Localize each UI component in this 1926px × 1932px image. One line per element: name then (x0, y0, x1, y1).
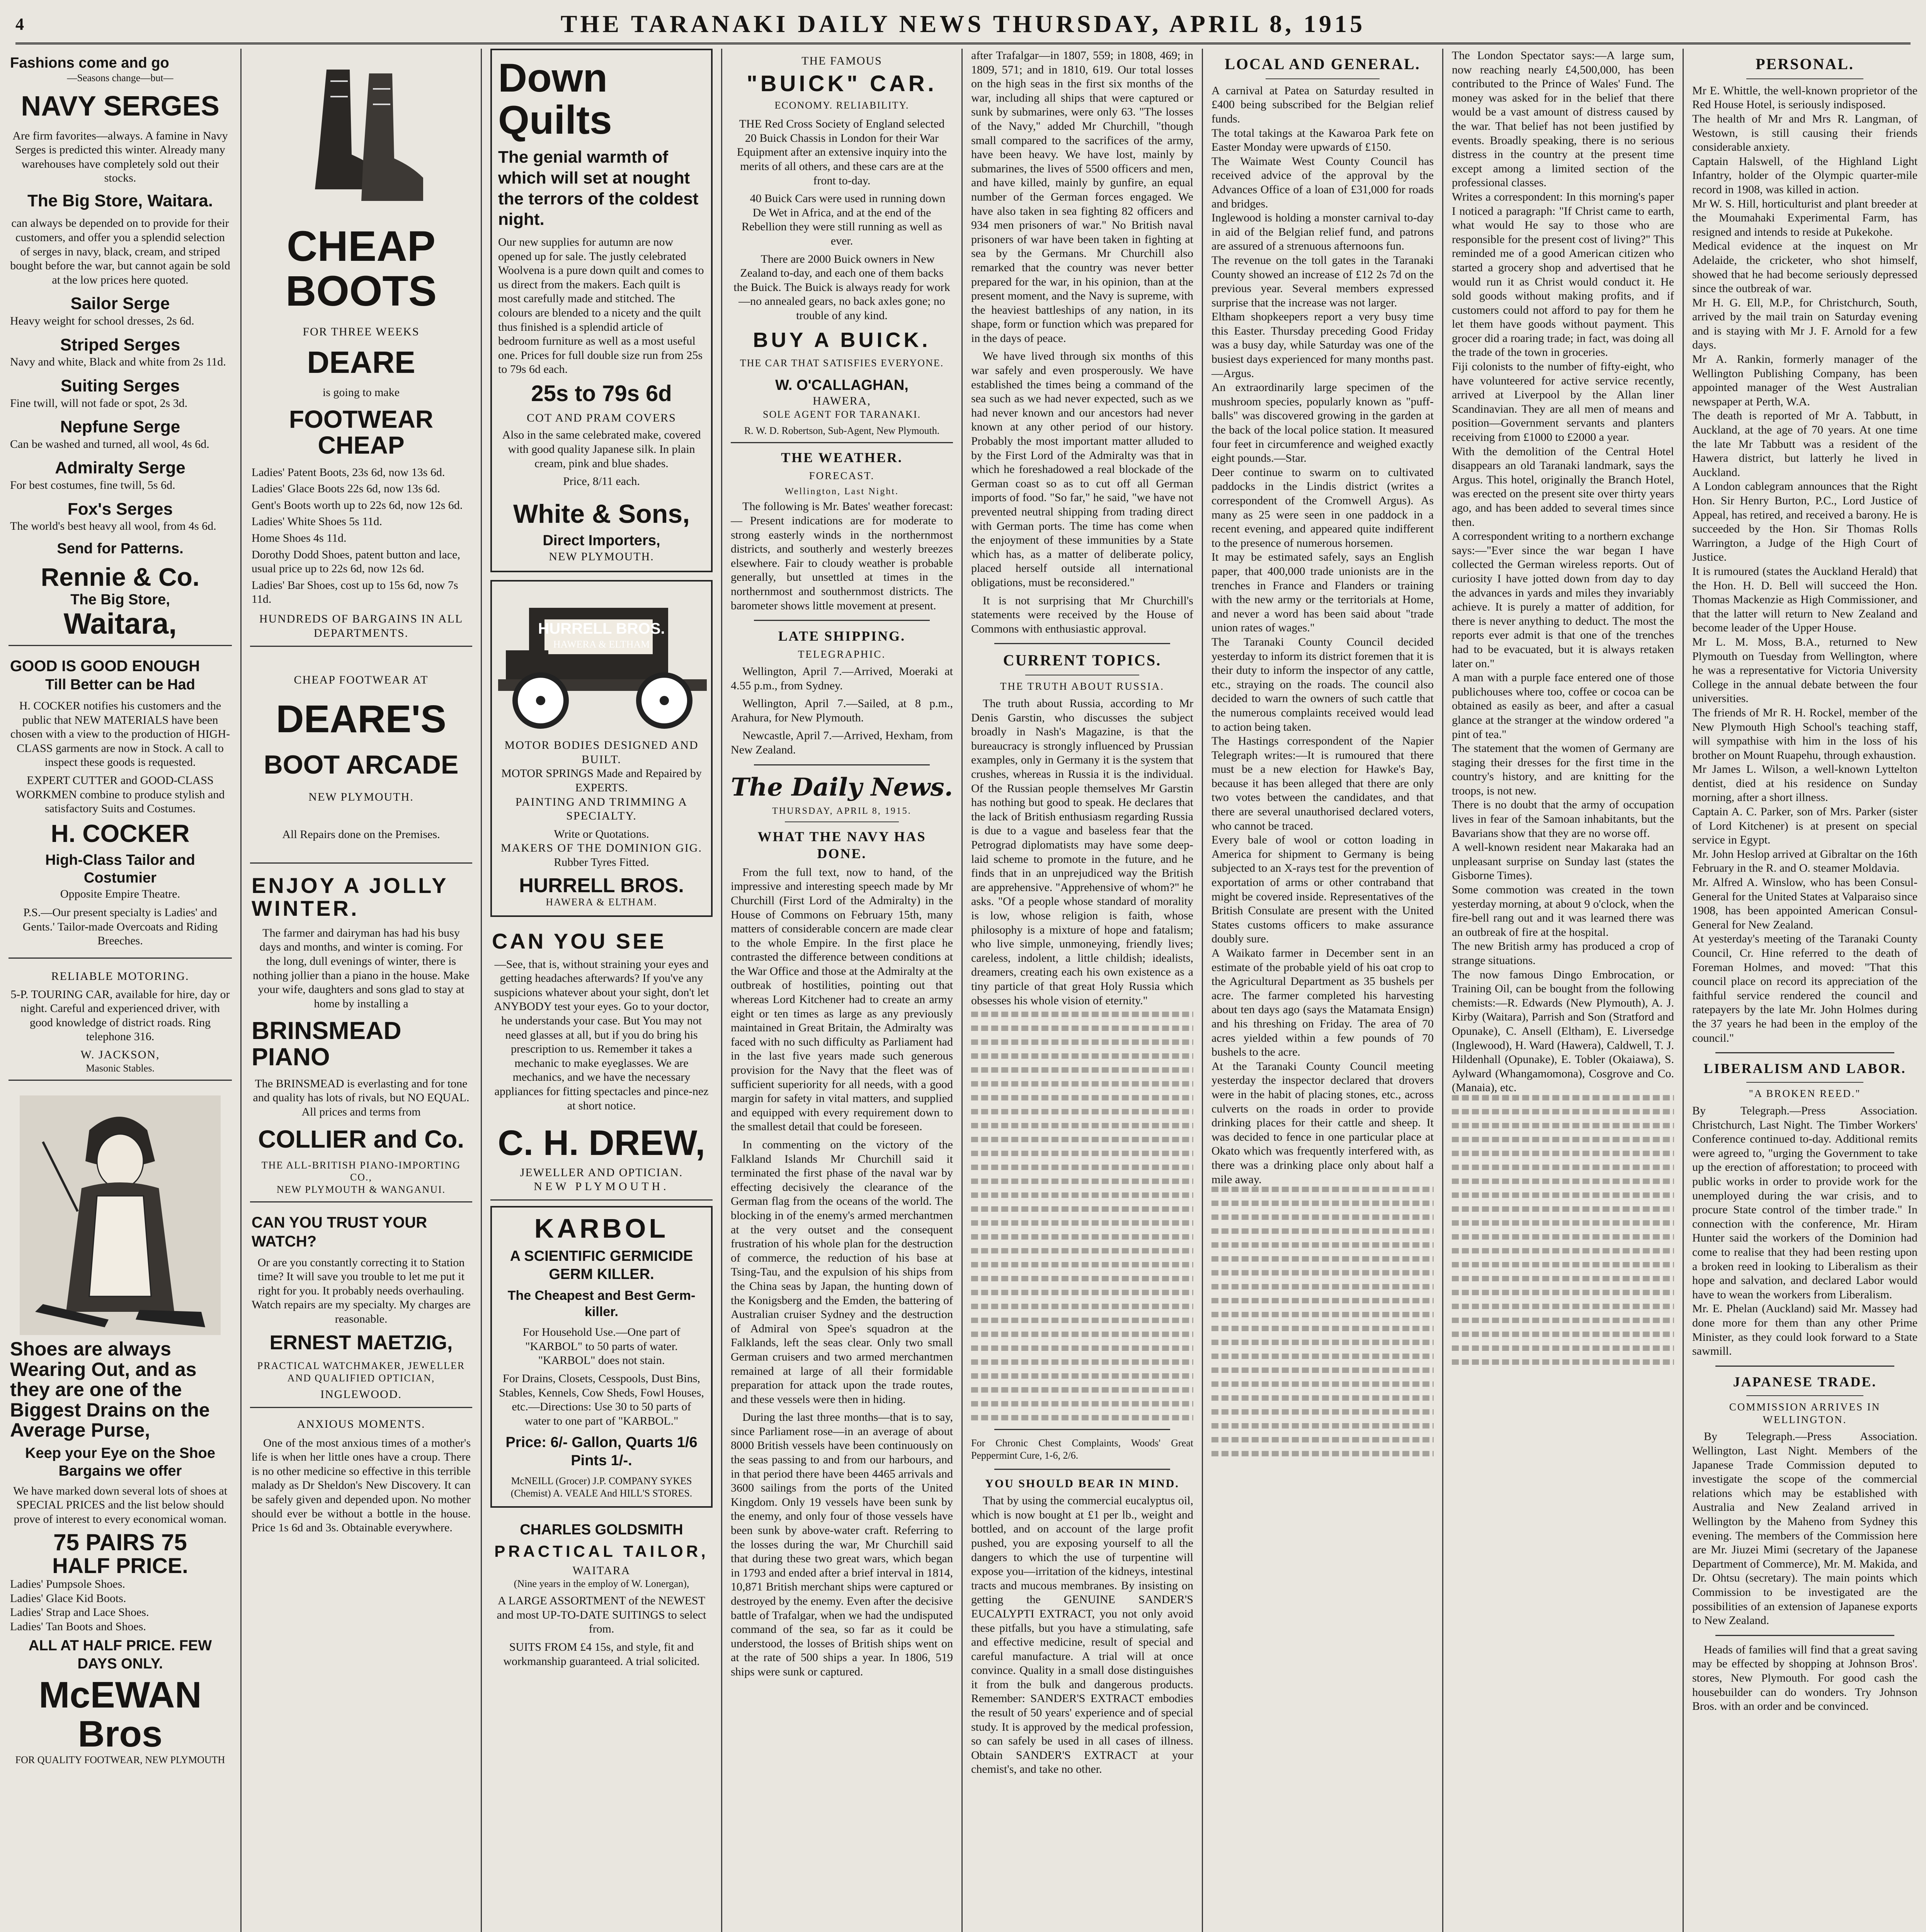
article-subheading: FORECAST. (809, 470, 875, 482)
cocker-address: Opposite Empire Theatre. (60, 887, 180, 900)
newspaper-title: THE TARANAKI DAILY NEWS THURSDAY, APRIL 8, 1915 (560, 10, 1366, 37)
ad-tagline: is going to make (322, 386, 400, 399)
ad-line: MAKERS OF THE DOMINION GIG. (501, 842, 702, 855)
dateline: Wellington, Last Night. (784, 486, 899, 497)
buick-ad (731, 49, 953, 443)
ad-footer: All Repairs done on the Premises. (282, 828, 440, 841)
article-subheading: THE TRUTH ABOUT RUSSIA. (1000, 680, 1165, 692)
ad-heading: CHEAP BOOTS (285, 223, 437, 315)
ad-heading: RELIABLE MOTORING. (51, 970, 189, 983)
maetzig-loc: INGLEWOOD. (320, 1388, 402, 1401)
sanders-ad (971, 1477, 1193, 1777)
column-5 (963, 49, 1202, 1932)
ad-line: PAINTING AND TRIMMING A SPECIALTY. (515, 795, 688, 823)
cocker-sub: High-Class Tailor and Costumier (45, 852, 195, 886)
ad-tagline: THE CAR THAT SATISFIES EVERYONE. (740, 357, 944, 369)
ad-tagline: Till Better can be Had (45, 676, 195, 693)
ad-heading: FOOTWEAR CHEAP (289, 405, 434, 459)
ad-heading: "BUICK" CAR. (747, 71, 937, 96)
goldsmith-name: CHARLES GOLDSMITH (520, 1522, 683, 1538)
list-item: Ladies' White Shoes 5s 11d. (252, 515, 382, 528)
liberalism-article (1692, 1060, 1917, 1359)
article-heading: JAPANESE TRADE. (1733, 1374, 1877, 1389)
article-heading: WHAT THE NAVY HAS DONE. (757, 828, 926, 861)
serge-item: Sailor Serge Heavy weight for school dresses, 2s 6d. (10, 294, 194, 328)
deare-cheap-boots-ad (250, 49, 472, 647)
article-heading: LIBERALISM AND LABOR. (1703, 1061, 1906, 1077)
maetzig-watch-ad (250, 1208, 472, 1408)
list-item: Ladies' Bar Shoes, cost up to 15s 6d, now 7s 11d. (252, 578, 458, 606)
collier-loc: NEW PLYMOUTH & WANGANUI. (276, 1184, 446, 1196)
jackson-sub: Masonic Stables. (86, 1062, 155, 1074)
article-body: During the last three months—that is to say, since Parliament rose—in an average of about 8000 British vessels have been continuously on the seas passing to and from our harbours, and in that period there have been 4465 arrivals and 3600 sailings from the ports of the United Kingdom. Only 19 vessels have been sunk by the enemy, and only four of those vessels have been sunk by above-water craft. Referring to the losses during the war, Mr Churchill said that during these two great wars, which began in 1793 and ended after a brief interval in 1814, 10,871 British merchant ships were captured or destroyed by the enemy. Even after the decisive battle of Trafalgar, when we had the undisputed command of the sea, so far as it could be understood, the losses of British ships went on at the rate of 500 ships a year. In 1806, 519 ships were sunk or captured. (731, 1411, 953, 1678)
ad-line: MOTOR BODIES DESIGNED AND BUILT. (504, 739, 699, 766)
list-item: Gent's Boots worth up to 22s 6d, now 12s 6d. (252, 498, 463, 512)
ad-location: NEW PLYMOUTH. (308, 791, 414, 804)
ad-body: Are firm favorites—always. A famine in Navy Serges is predicted this winter. Already many warehouses have completely sold out their stocks. (12, 129, 228, 185)
ad-body: One of the most anxious times of a mother's life is when her little ones have a croup. There is no other medicine so effective in this terrible malady as Dr Sheldon's New Discovery. It can be safely given and depended upon. No mother should ever be without a bottle in the house. Price 1s 6d and 3s. Obtainable everywhere. (252, 1436, 471, 1534)
ad-tagline: FOR THREE WEEKS (303, 325, 420, 338)
ad-body: SUITS FROM £4 15s, and style, fit and workmanship guaranteed. A trial solicited. (503, 1640, 700, 1668)
ad-footer: HUNDREDS OF BARGAINS IN ALL DEPARTMENTS. (259, 612, 463, 639)
section-heading: LOCAL AND GENERAL. (1225, 55, 1421, 73)
article-body: In commenting on the victory of the Falkland Islands Mr Churchill said it terminated the first phase of the naval war by effecting decisively the clearance of the German flag from the oceans of the world. The blocking in of the enemy's armed merchantmen at the very outset and the consequent frustration of his whole plan for the destruction of commerce, the reduction of his base at Tsing-Tau, and the expulsion of his ships from the China seas by Japan, the hunting down of the Konigsberg and the Emden, the battering of Australian cruiser Sydney and the destruction of Admiral von Spee's squadron at the Falklands, left the seas clear. Only two small German cruisers and two armed merchantmen remained at large of all their formidable preparation for attack upon the trade routes, and these vessels were then in hiding. (731, 1138, 953, 1406)
ad-body: Or are you constantly correcting it to Station time? It will save you trouble to let me put it right for you. It probably needs overhauling. Watch repairs are my specialty. My charges are reasonable. (252, 1256, 471, 1325)
list-item: Ladies' Patent Boots, 23s 6d, now 13s 6d. (252, 466, 445, 479)
column-3 (482, 49, 721, 1932)
cot-price: Price, 8/11 each. (563, 475, 640, 488)
article-body: Wellington, April 7.—Arrived, Moeraki at 4.55 p.m., from Sydney. (731, 665, 953, 692)
ad-line: Rubber Tyres Fitted. (554, 855, 649, 869)
list-item: Ladies' Glace Boots 22s 6d, now 13s 6d. (252, 482, 440, 495)
patterns-note: Send for Patterns. (57, 541, 184, 557)
ad-heading: ENJOY A JOLLY WINTER. (252, 873, 448, 921)
news-paragraphs: The London Spectator says:—A large sum, now reaching nearly £4,500,000, has been contributed to the Prince of Wales' Fund. The money was asked for in the belief that there would be a vast amount of distress caused by the war. That belief has not been justified by events. Broadly speaking, there is no serious distress in the country at the present time except among a limited section of the professional classes. Writes a correspondent: In this morning's paper I noticed a paragraph: "If Christ came to earth, what would He say to those who are responsible for the present cost of living?" This reminded me of a good American citizen who started a grocery shop and advertised that he would run it as Christ would conduct it. He sold goods without making profits, and if customers could not afford to pay for them he let them have goods without payment. This grocer did a roaring trade; in fact, was doing all the trade of the town in groceries. Fiji colonists to the number of fifty-eight, who have volunteered for active service recently, arrived at Liverpool by the Allan liner Scandinavian. They are all men of means and position—Government servants and planters receiving from £1000 to £2000 a year. With the demolition of the Central Hotel disappears an old Taranaki landmark, says the Argus. This hotel, originally the Branch Hotel, was erected on the present site over thirty years ago, and has been added to several times since then. A correspondent writing to a northern exchange says:—"Ever since the war began I have collected the German wireless reports. Out of curiosity I have jotted down from day to day the advances in yards and miles they invariably achieve. It is purely a matter of addition, for there is never anything to deduct. The most the reports ever admit is that one of the trenches had to be evacuated, but it is always retaken later on." A man with a purple face entered one of those publichouses where too, coffee or cocoa can be obtained as easily as beer, and after a casual glance at the stranger at the window ordered "a pint of tea." The statement that the women of Germany are staging their dresses for the first time in the country's history, and are knitting for the troops, is not new. There is no doubt that the army of occupation lives in fear of the Samoan inhabitants, but the Bavarians show that they are no worse off. A well-known resident near Makaraka had an unpleasant surprise on Sunday last (states the Gisborne Times). Some commotion was created in the town yesterday morning, at about 9 o'clock, when the fire-bell rang out and it was learned there was an outbreak of fire at the hospital. The new British army has produced a crop of strange situations. The now famous Dingo Embrocation, or Training Oil, can be bought from the following chemists:—R. Edwards (New Plymouth), A. J. Kirby (Waitara), Parrish and Son (Stratford and Opunake), C. Ansell (Eltham), E. Liversedge (Inglewood), H. Ward (Hawera), Caldwell, T. J. Hildenhall (Opunake), E. Tobler (Okaiawa), S. Aylward (Whangamomona), Cosgrove and Co. (Manaia), etc. (1452, 49, 1674, 1094)
karbol-price: Price: 6/- Gallon, Quarts 1/6 Pints 1/-. (505, 1434, 698, 1469)
shoe-list (10, 1577, 230, 1634)
article-body: It is not surprising that Mr Churchill's statements were received by the House of Commons with enthusiastic approval. (971, 594, 1193, 635)
rennie-name: Rennie & Co. (41, 563, 200, 592)
article-body: The truth about Russia, according to Mr Denis Garstin, who discusses the subject broadly in Nash's Magazine, is that the bureaucracy is strongly influenced by Prussian examples, only in Germany it is the system that crushes, whereas in Russia it is the individual. Of the Russian people themselves Mr Garstin has nothing but good to speak. He declares that the lack of British enthusiasm regarding Russia is due to a vague and baseless fear that the Petrograd diplomatists may have some deep-laid scheme to promote in the future, and he finds that in an unprejudiced way the British are apprehensive. "Apprehensive of whom?" he asks. "Of a people whose standard of morality is low, whose religion is faith, whose philosophy is a mixture of hope and fatalism; who live simple, unmoneying, friendly lives; careless, indolent, a little childish; idealists, dreamers, creating each his own existence as a tiny particle of that great Holy Russia which obsesses his whole vision of eternity." (971, 697, 1193, 1007)
collier-name: COLLIER and Co. (258, 1125, 464, 1153)
navy-editorial (731, 828, 953, 1679)
mcewan-sub: FOR QUALITY FOOTWEAR, NEW PLYMOUTH (15, 1754, 225, 1765)
section-heading: PERSONAL. (1756, 55, 1854, 73)
article-body: The following is Mr. Bates' weather forecast:— Present indications are for moderate to strong easterly winds in the northernmost districts, and southerly and westerly breezes elsewhere. Fair to cloudy weather is probable generally, but unsettled at times in the northernmost and southernmost districts. The barometer shows little movement at present. (731, 500, 953, 612)
ad-subheading: COT AND PRAM COVERS (527, 411, 676, 424)
motor-car-illustration-icon (498, 592, 707, 731)
white-sons-loc: NEW PLYMOUTH. (549, 550, 654, 563)
shipping-article (731, 628, 953, 757)
column-7 (1443, 49, 1683, 1932)
price-range: 25s to 79s 6d (531, 381, 672, 406)
collier-sub: THE ALL-BRITISH PIANO-IMPORTING CO., (261, 1159, 461, 1183)
mcewan-ad (9, 1086, 232, 1771)
store-name: The Big Store, Waitara. (27, 191, 213, 211)
article-body: From the full text, now to hand, of the impressive and interesting speech made by Mr Churchill (First Lord of the Admiralty) in the House of Commons on February 15th, many matters of considerable concern are made clear to the whole Empire. In the first place he contrasted the difference between conditions at the War Office and those at the Admiralty at the outbreak of hostilities, pointing out that whereas Lord Kitchener had to create an army eight or ten times as large as any previously maintained in Great Britain, the Admiralty was faced with no such difficulty as Parliament had in the last five years made such generous provision for the Navy that the fleet was of sufficient superiority for all needs, with a good margin for safety in vital matters, and supplied and equipped with every requirement down to the smallest detail that could be foreseen. (731, 866, 953, 1133)
ad-line: MOTOR SPRINGS Made and Repaired by EXPERTS. (501, 767, 702, 794)
deares-name: DEARE'S (276, 697, 446, 741)
ad-body: For Household Use.—One part of "KARBOL" to 50 parts of water. "KARBOL" does not stain. (522, 1326, 681, 1367)
brinsmead-piano-ad (250, 869, 472, 1202)
column-8 (1684, 49, 1926, 1932)
jackson-name: W. JACKSON, (80, 1048, 160, 1061)
column-2 (242, 49, 481, 1932)
serge-item: Nepfune Serge Can be washed and turned, all wool, 4s 6d. (10, 417, 209, 451)
editorial-date: THURSDAY, APRIL 8, 1915. (772, 806, 912, 816)
editorial-masthead: The Daily News. (731, 772, 953, 802)
karbol-ad (490, 1206, 713, 1508)
ad-body: A LARGE ASSORTMENT of the NEWEST and most UP-TO-DATE SUITINGS to select from. (497, 1594, 706, 1636)
serge-item: Fox's Serges The world's best heavy all wool, from 4s 6d. (10, 499, 216, 533)
masthead (15, 5, 1911, 44)
article-body: after Trafalgar—in 1807, 559; in 1808, 469; in 1809, 571; and in 1810, 619. Our total losses on the high seas in the first six months of the war, including all ships that were captured or sunk by submarines, were only 63. "The losses of the Navy," added Mr Churchill, "though small compared to the sacrifices of the army, have been heavy. We have lost, mainly by submarines, the lives of 5500 officers and men, and have killed, mainly by gunfire, an equal number of the German forces engaged. We have also taken in sea fighting 82 officers and 934 men prisoners of war." No British naval prisoners of war have been taken in fighting at sea by the Germans. Mr Churchill also remarked that the country was never better prepared for the war, in his opinion, than at the present moment, and the Navy is supreme, with the heaviest battleships of any nation, in its shape, form or function which was prepared for in the days of peace. (971, 49, 1193, 345)
goldsmith-sub: (Nine years in the employ of W. Lonergan), (514, 1578, 689, 1590)
ad-subheading: A SCIENTIFIC GERMICIDE GERM KILLER. (510, 1248, 693, 1282)
serge-list (10, 293, 230, 534)
white-sons-quilts-ad (490, 49, 713, 572)
list-item: Ladies' Pumpsole Shoes. (10, 1578, 125, 1591)
ad-body: Our new supplies for autumn are now opened up for sale. The justly celebrated Woolvena is a pure down quilt and comes to us direct from the makers. Each quilt is most carefully made and stitched. The colours are blended to a nicety and the quilt thus finished is a splendid article of bedroom furniture as well as a most useful one. Prices for full double size run from 25s to 79s 6d each. (498, 236, 704, 376)
half-price: HALF PRICE. (52, 1553, 188, 1578)
column-1 (0, 49, 240, 1932)
ad-body: For Drains, Closets, Cesspools, Dust Bins, Stables, Kennels, Cow Sheds, Fowl Houses, etc.—Directions: Use 30 to 50 parts of water to one part of "KARBOL." (499, 1372, 704, 1427)
boot-list (252, 466, 471, 607)
ad-body: can always be depended on to provide for their customers, and offer you a splendid selection of serges in navy, black, cream, and striped bought before the war, but cannot again be sold at the low prices here quoted. (10, 217, 230, 286)
cocker-name: H. COCKER (51, 819, 190, 847)
ad-tagline: ECONOMY. RELIABILITY. (774, 100, 909, 111)
ad-heading: YOU SHOULD BEAR IN MIND. (985, 1477, 1179, 1490)
list-item: Ladies' Tan Boots and Shoes. (10, 1620, 146, 1633)
ocallaghan-name: W. O'CALLAGHAN, (775, 377, 909, 393)
article-body: By Telegraph.—Press Association. Christchurch, Last Night. The Timber Workers' Conference continued to-day. Additional remits were agreed to, "urging the Government to take up the erection of afforestation; to proceed with public works in order to provide work for the unemployed during the war crisis, and to procure State control of the timber trade." In connection with the conference, Mr. Hiram Hunter said the workers of the Dominion had come to realise that they had been resting upon a broken reed in looking to Liberalism as their hope and salvation, and declared Labor would have to wean the workers from Liberalism. Mr. E. Phelan (Auckland) said Mr. Massey had done more for them than any other Prime Minister, as they could look forward to a State sawmill. (1692, 1104, 1917, 1358)
serge-item: Suiting Serges Fine twill, will not fade or spot, 2s 3d. (10, 376, 188, 410)
ad-heading: KARBOL (534, 1213, 669, 1243)
car-badge-sub: HAWERA & ELTHAM (553, 639, 650, 650)
mcewan-name: McEWAN Bros (39, 1674, 202, 1755)
ad-heading: BOOT ARCADE (264, 750, 459, 779)
ad-body: 40 Buick Cars were used in running down De Wet in Africa, and at the end of the Rebellion they were still running as well as ever. (741, 192, 946, 247)
deare-name: DEARE (307, 345, 415, 379)
maetzig-name: ERNEST MAETZIG, (269, 1332, 453, 1354)
ad-heading: ANXIOUS MOMENTS. (297, 1418, 425, 1431)
ad-body: 5-P. TOURING CAR, available for hire, day or night. Careful and experienced driver, with good knowledge of district roads. Ring telephone 316. (10, 988, 230, 1043)
white-sons-sub: Direct Importers, (543, 532, 660, 549)
list-item: Ladies' Glace Kid Boots. (10, 1592, 126, 1605)
ad-tagline: The genial warmth of which will set at nought the terrors of the coldest night. (498, 148, 699, 229)
white-sons-name: White & Sons, (513, 499, 690, 529)
serge-item: Admiralty Serge For best costumes, fine twill, 5s 6d. (10, 458, 185, 492)
article-heading: LATE SHIPPING. (778, 628, 906, 644)
current-topics-article (971, 651, 1193, 1008)
ad-heading: CAN YOU SEE (492, 929, 666, 953)
drew-optician-ad (490, 925, 713, 1201)
brinsmead-name: BRINSMEAD PIANO (252, 1017, 402, 1071)
hurrell-name: HURRELL BROS. (519, 874, 684, 897)
ad-heading: PRACTICAL TAILOR, (494, 1542, 709, 1560)
few-days: ALL AT HALF PRICE. FEW DAYS ONLY. (28, 1638, 212, 1672)
article-body: Newcastle, April 7.—Arrived, Hexham, from New Zealand. (731, 729, 953, 756)
page-number: 4 (15, 14, 24, 34)
ad-tagline: The Cheapest and Best Germ-killer. (507, 1288, 696, 1319)
article-continuation (1211, 1187, 1434, 1456)
ad-heading: CAN YOU TRUST YOUR WATCH? (252, 1214, 427, 1250)
drew-name: C. H. DREW, (498, 1123, 705, 1163)
ad-heading: Down Quilts (498, 56, 612, 143)
ad-heading: BUY A BUICK. (753, 328, 931, 352)
goldsmith-tailor-ad (490, 1515, 713, 1678)
serge-item: Striped Serges Navy and white, Black and white from 2s 11d. (10, 335, 226, 369)
ad-line: Write or Quotations. (554, 827, 649, 840)
ocallaghan-loc: HAWERA, (813, 395, 871, 408)
personal-news-body: Mr E. Whittle, the well-known proprietor of the Red House Hotel, is seriously indisposed. The health of Mr and Mrs R. Langman, of Westown, is still causing their friends considerable anxiety. Captain Halswell, of the Highland Light Infantry, holder of the Olympic quarter-mile record in 1908, was killed in action. Mr W. S. Hill, horticulturist and plant breeder at the Moumahaki Experimental Farm, has resigned and intends to reside at Pukekohe. Medical evidence at the inquest on Mr Adelaide, the cricketer, who shot himself, showed that he had become seriously depressed since the outbreak of war. Mr H. G. Ell, M.P., for Christchurch, South, arrived by the mail train on Saturday evening and is staying with Mr J. F. Arnold for a few days. Mr A. Rankin, formerly manager of the Wellington Publishing Company, has been appointed manager of the West Australian newspaper at Perth, W.A. The death is reported of Mr A. Tabbutt, in Auckland, at the age of 70 years. At one time the late Mr Tabbutt was a resident of the Hawera district, but latterly he lived in Auckland. A London cablegram announces that the Right Hon. Sir Henry Burton, P.C., Lord Justice of Appeal, has retired, and received a barony. He is succeeded by the Hon. Sir Thomas Rolls Warrington, a Judge of the High Court of Justice. It is rumoured (states the Auckland Herald) that the Hon. H. D. Bell will succeed the Hon. Thomas Mackenzie as High Commissioner, and that the latter will return to New Zealand and become leader of the Upper House. Mr L. M. Moss, B.A., returned to New Plymouth on Tuesday from Wellington, where he was a representative for Victoria University College in the annual debate between the four universities. The friends of Mr R. H. Rockel, member of the New Plymouth High School's teaching staff, will sympathise with him in the loss of his brother on Mount Ruapehu, through exhaustion. Mr James L. Wilson, a well-known Lyttelton dentist, died at his residence on Sunday morning, after a short illness. Captain A. C. Parker, son of Mrs. Parker (sister of Lord Kitchener) is at present on special service in Egypt. Mr. John Heslop arrived at Gibraltar on the 16th February in the R. and O. steamer Moldavia. Mr. Alfred A. Winslow, who has been Consul-General for the United States at Valparaiso since 1908, has been appointed American Consul-General for New Zealand. At yesterday's meeting of the Taranaki County Council, Cr. Hine referred to the death of Foreman Holmes, and moved: "That this council place on record its appreciation of the faithful service rendered the council and ratepayers by the late Mr. John Holmes during the 37 years he had been in the employ of the council." (1692, 84, 1917, 1044)
rennie-town: Waitara, (63, 607, 177, 641)
ad-tagline: Keep your Eye on the Shoe Bargains we offer (25, 1445, 215, 1480)
ad-body: —See, that is, without straining your eyes and getting headaches afterwards? If you've any suspicions whatever about your sight, don't let ANYBODY test your eyes. Go to your doctor, he understands your case. But You may not need glasses at all, but if you do bring his prescription to us. Remember it takes a mechanic to make eyeglasses. We are mechanics, and we have the necessary appliances for fitting spectacles and pince-nez at short notice. (494, 957, 709, 1112)
article-subheading: TELEGRAPHIC. (798, 648, 886, 660)
ad-heading: NAVY SERGES (21, 91, 219, 122)
ad-tagline: CHEAP FOOTWEAR AT (294, 673, 429, 687)
karbol-agents: McNEILL (Grocer) J.P. COMPANY SYKES (Chemist) A. VEALE And HILL'S STORES. (510, 1475, 692, 1499)
drew-loc: NEW PLYMOUTH. (534, 1180, 669, 1193)
article-body: By Telegraph.—Press Association. Wellington, Last Night. Members of the Japanese Trade Commission deputed to investigate the scope of the commercial relations which may be established with Australia and New Zealand arrived in Wellington by the Maheno from Sydney this evening. The members of the Commission here are Mr. Jiuzei Mimi (secretary of the Japanese Department of Commerce), Mr. M. Makida, and Dr. Ohtsu (secretary). The main points which Commission to be investigated are the possibilities of an extension of Japanese exports to New Zealand. (1692, 1430, 1917, 1627)
list-item: Ladies' Strap and Lace Shoes. (10, 1606, 149, 1619)
ad-heading: Shoes are always Wearing Out, and as they are one of the Biggest Drains on the Average Purse, (10, 1338, 210, 1441)
column-6 (1203, 49, 1442, 1932)
ad-heading: GOOD IS GOOD ENOUGH (10, 657, 200, 675)
japanese-trade-article (1692, 1374, 1917, 1628)
pairs-heading: 75 PAIRS 75 (53, 1529, 187, 1556)
ad-tagline: Fashions come and go (10, 55, 169, 71)
ad-body: H. COCKER notifies his customers and the public that NEW MATERIALS have been chosen with a view to the production of HIGH-CLASS garments are now in Stock. A call to inspect these goods is requested. (10, 699, 230, 769)
article-body: Wellington, April 7.—Sailed, at 8 p.m., Arahura, for New Plymouth. (731, 697, 953, 724)
ad-body: THE Red Cross Society of England selected 20 Buick Chassis in London for their War Equipment after an extensive inquiry into the merits of all others, and these cars are at the front to-day. (737, 117, 947, 187)
article-continuation (1452, 1095, 1674, 1365)
hurrell-bros-ad (490, 580, 713, 917)
article-continuation (971, 1012, 1193, 1420)
ad-tagline-sub: —Seasons change—but— (67, 72, 174, 84)
anxious-moments-ad (250, 1413, 472, 1543)
ad-body: Also in the same celebrated make, covered with good quality Japanese silk. In plain cream, pink and blue shades. (502, 429, 701, 470)
article-subheading: "A BROKEN REED." (1749, 1088, 1861, 1100)
rennie-sub: The Big Store, (70, 591, 170, 608)
ad-tagline: THE FAMOUS (801, 54, 882, 67)
chronic-ad: For Chronic Chest Complaints, Woods' Great Peppermint Cure, 1-6, 2/6. (971, 1437, 1193, 1461)
ad-body: There are 2000 Buick owners in New Zealand to-day, and each one of them backs the Buick. The Buick is always ready for work—no annealed gears, no back axles gone; no trouble of any kind. (733, 252, 950, 322)
maetzig-sub: PRACTICAL WATCHMAKER, JEWELLER AND QUALIFIED OPTICIAN, (257, 1360, 465, 1384)
johnson-bros-notice: Heads of families will find that a great saving may be effected by shopping at Johnson Bros'. stores, New Plymouth. For good cash the housebuilder can do wonders. Try Johnson Bros. with an order and be convinced. (1692, 1643, 1917, 1713)
article-heading: CURRENT TOPICS. (1003, 651, 1162, 669)
navy-serges-ad (9, 49, 232, 646)
column-4 (722, 49, 961, 1932)
list-item: Dorothy Dodd Shoes, patent button and lace, usual price up to 22s 6d, now 12s 6d. (252, 548, 460, 575)
goldsmith-loc: WAITARA (572, 1564, 631, 1577)
ad-body: That by using the commercial eucalyptus oil, which is now bought at £1 per lb., weight and bottled, and on account of the large profit pushed, you are exposing yourself to all the dangers to which the use of turpentine will expose you—irritation of the kidneys, intestinal tracts and mucous membranes. By insisting on getting the GENUINE SANDER'S EUCALYPTI EXTRACT, you not only avoid these pitfalls, but you have a stimulating, safe and effective medicine, result of special and careful manufacture. A trial will at once convince. Quality in a small dose distinguishes it from the bulk and dangerous products. Remember: SANDER'S EXTRACT embodies the result of 50 years' experience and of special study. It is approved by the medical profession, so can safely be used in all cases of illness. Obtain SANDER'S EXTRACT at your chemist's, and take no other. (971, 1494, 1193, 1776)
list-item: Home Shoes 4s 11d. (252, 531, 347, 544)
sub-agent: R. W. D. Robertson, Sub-Agent, New Plymouth. (744, 425, 940, 436)
weather-article (731, 449, 953, 613)
motoring-ad (9, 964, 232, 1081)
article-subheading: COMMISSION ARRIVES IN WELLINGTON. (1729, 1401, 1881, 1425)
drew-sub: JEWELLER AND OPTICIAN. (520, 1166, 683, 1179)
ad-body: The BRINSMEAD is everlasting and for tone and quality has lots of rivals, but NO EQUAL. All prices and terms from (253, 1077, 470, 1118)
ad-body: P.S.—Our present specialty is Ladies' and Gents.' Tailor-made Overcoats and Riding Breeches. (22, 906, 218, 947)
sole-agent: SOLE AGENT FOR TARANAKI. (763, 408, 921, 420)
ad-body: We have marked down several lots of shoes at SPECIAL PRICES and the list below should prove of interest to every economical woman. (13, 1484, 228, 1526)
cocker-ad (9, 651, 232, 959)
hurrell-sub: HAWERA & ELTHAM. (546, 896, 657, 908)
deares-arcade-ad (250, 652, 472, 864)
article-heading: THE WEATHER. (781, 450, 903, 466)
ad-body: EXPERT CUTTER and GOOD-CLASS WORKMEN combine to produce stylish and satisfactory Suits and Costumes. (15, 774, 225, 815)
shoe-seller-illustration-icon (20, 1095, 221, 1335)
boots-illustration-icon (292, 58, 431, 213)
local-news-body: A carnival at Patea on Saturday resulted in £400 being subscribed for the Belgian relief funds. The total takings at the Kawaroa Park fete on Easter Monday were upwards of £150. The Waimate West County Council has received advice of the approval by the Advances Office of a loan of £31,000 for roads and bridges. Inglewood is holding a monster carnival to-day in aid of the Belgian relief fund, and patrons are assured of a strenuous afternoons fun. The revenue on the toll gates in the Taranaki County showed an increase of £12 2s 7d on the previous year. Several members expressed surprise that the increase was not larger. Eltham shopkeepers report a very busy time this Easter. Thursday preceding Good Friday was a busy day, while Saturday was one of the busiest days experienced for many months past.—Argus. An extraordinarily large specimen of the mushroom species, popularly known as "puff-balls" was discovered growing in the garden at the back of the local police station. It measured four feet in circumference and weighed exactly eight pounds.—Star. Deer continue to swarm on to cultivated paddocks in the Lindis district (writes a correspondent of the Cromwell Argus). As many as 25 were seen in one paddock in a recent evening, and appeared quite indifferent to the presence of numerous horsemen. It may be estimated safely, says an English paper, that 400,000 trade unionists are in the trenches in France and Flanders or training with the new army or the territorials at Home, and never a word has been said about "trade union rates of wages." The Taranaki County Council decided yesterday to inform its district foremen that it is their duty to inform the inspector of any cattle, etc., straying on the roads. The council also decided to warn the owners of such cattle that the numerous complaints received would lead to action being taken. The Hastings correspondent of the Napier Telegraph writes:—It is rumoured that there must be a new election for Hawke's Bay, because it has been alleged that there are only two votes between the candidates, and that there are several unauthorised declared voters, who cannot be traced. Every bale of wool or cotton loading in America for shipment to Germany is being subjected to an X-rays test for the prevention of exportation of arms or other contraband that might be covered inside. Representatives of the British Consulate are present with the United States customs officers to make assurance doubly sure. A Waikato farmer in December sent in an estimate of the probable yield of his oat crop to the Agricultural Department as 35 bushels per acre. The farmer completed his harvesting about ten days ago (says the Matamata Ensign) and his threshing on Friday. The area of 70 acres yielded within a few pounds of 70 bushels to the acre. At the Taranaki County Council meeting yesterday the inspector declared that drovers were in the habit of placing stones, etc., across culverts on the roads in order to provide drinking places for their cattle and sheep. It was decided to fence in one particular place at Okato which was frequently interfered with, as there was a drinking place only about half a mile away. (1211, 84, 1434, 1186)
car-badge: HURRELL BROS. (538, 620, 665, 638)
article-body: We have lived through six months of this war safely and even prosperously. We have established the times being a command of the sea such as we had never expected, such as we had never known and our ancestors had never known at any other period of our history. Probably the most important matter alluded to by the First Lord of the Admiralty was that in which he foreshadowed a real blockade of the German coast so as to cut off all German imports of food. "So far," he said, "we have not prevented neutral shipping from trading direct with German ports. The time has come when the enjoyment of these immunities by a State which has, as a matter of deliberate policy, placed herself outside all international obligations, must be reconsidered." (971, 350, 1193, 589)
ad-body: The farmer and dairyman has had his busy days and months, and winter is coming. For the long, dull evenings of winter, there is nothing jollier than a piano in the house. Make your wife, daughters and sons glad to stay at home by installing a (253, 926, 470, 1010)
